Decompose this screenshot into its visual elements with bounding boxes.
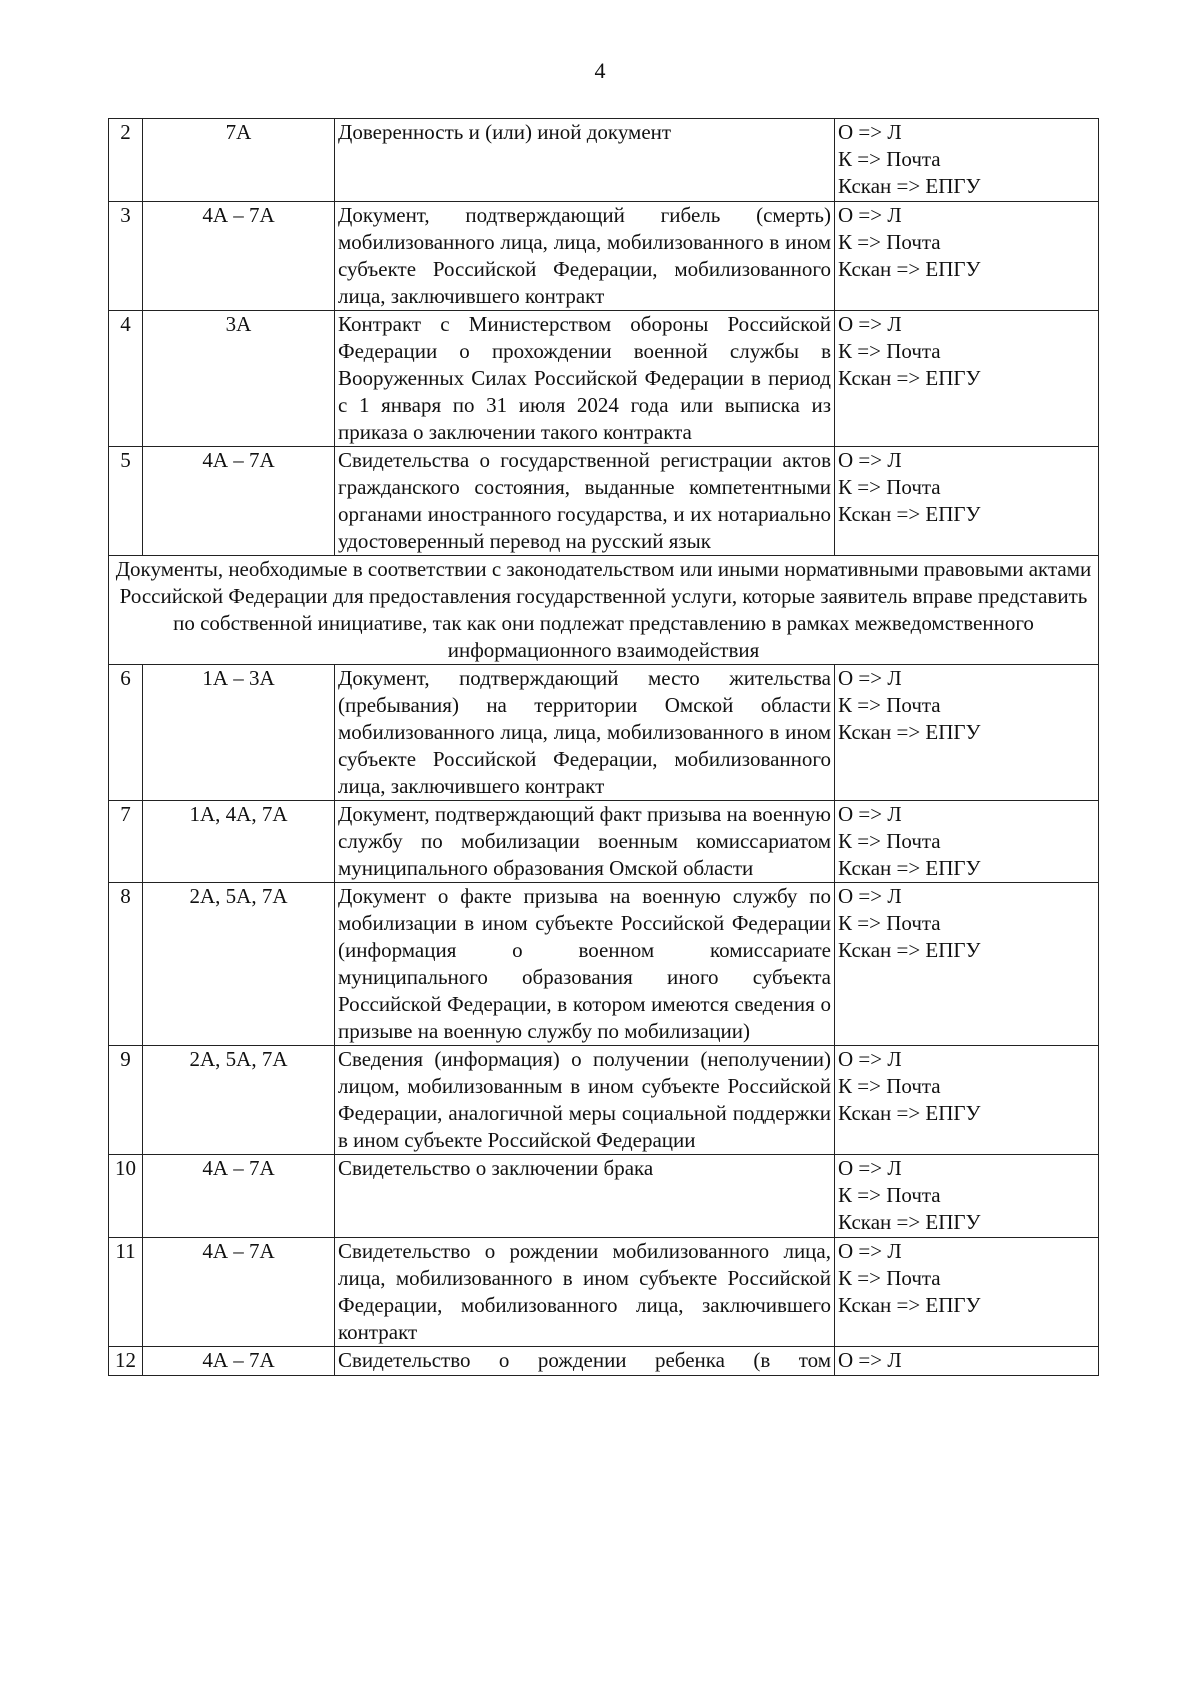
method-epgu: Кскан => ЕПГУ	[838, 1293, 981, 1317]
applicant-category: 4А – 7А	[143, 1155, 335, 1238]
table-row	[109, 202, 1099, 311]
applicant-category: 4А – 7А	[143, 202, 335, 311]
document-name: Доверенность и (или) иной документ	[335, 119, 835, 202]
table-row	[109, 1347, 1099, 1376]
method-epgu: Кскан => ЕПГУ	[838, 257, 981, 281]
page-number: 4	[594, 58, 606, 83]
method-epgu: Кскан => ЕПГУ	[838, 1101, 981, 1125]
applicant-category: 2А, 5А, 7А	[143, 1046, 335, 1155]
method-post: К => Почта	[838, 1183, 941, 1207]
applicant-category: 7А	[143, 119, 335, 202]
submission-methods	[835, 311, 1099, 447]
table-row	[109, 1238, 1099, 1347]
submission-methods	[835, 447, 1099, 556]
document-name: Контракт с Министерством обороны Российской Федерации о прохождении военной службы в Вооруженных Силах Российской Федерации в период с 1 января по 31 июля 2024 года или выписка из приказа о заключении такого контракта	[335, 311, 835, 447]
row-number: 12	[109, 1347, 143, 1376]
row-number: 5	[109, 447, 143, 556]
submission-methods	[835, 119, 1099, 202]
section-row	[109, 556, 1099, 665]
submission-methods	[835, 1046, 1099, 1155]
row-number: 11	[109, 1238, 143, 1347]
applicant-category: 1А, 4А, 7А	[143, 801, 335, 883]
document-name: Документ, подтверждающий гибель (смерть) мобилизованного лица, лица, мобилизованного в ином субъекте Российской Федерации, мобилизованного лица, заключившего контракт	[335, 202, 835, 311]
method-in-person: О => Л	[838, 312, 902, 336]
submission-methods	[835, 1347, 1099, 1376]
submission-methods	[835, 665, 1099, 801]
applicant-category: 2А, 5А, 7А	[143, 883, 335, 1046]
document-name: Документ о факте призыва на военную службу по мобилизации в ином субъекте Российской Федерации (информация о военном комиссариате муниципального образования иного субъекта Российской Федерации, в котором имеются сведения о призыве на военную службу по мобилизации)	[335, 883, 835, 1046]
row-number: 2	[109, 119, 143, 202]
row-number: 10	[109, 1155, 143, 1238]
method-epgu: Кскан => ЕПГУ	[838, 938, 981, 962]
method-post: К => Почта	[838, 1074, 941, 1098]
submission-methods	[835, 1155, 1099, 1238]
method-epgu: Кскан => ЕПГУ	[838, 856, 981, 880]
document-name: Свидетельство о рождении ребенка (в том	[335, 1347, 835, 1376]
method-epgu: Кскан => ЕПГУ	[838, 502, 981, 526]
table-row	[109, 1155, 1099, 1238]
table-row	[109, 665, 1099, 801]
submission-methods	[835, 801, 1099, 883]
method-in-person: О => Л	[838, 666, 902, 690]
method-in-person: О => Л	[838, 1047, 902, 1071]
row-number: 7	[109, 801, 143, 883]
document-name: Свидетельство о рождении мобилизованного лица, лица, мобилизованного в ином субъекте Российской Федерации, мобилизованного лица, заключившего контракт	[335, 1238, 835, 1347]
method-in-person: О => Л	[838, 802, 902, 826]
method-epgu: Кскан => ЕПГУ	[838, 366, 981, 390]
method-in-person: О => Л	[838, 120, 902, 144]
method-post: К => Почта	[838, 230, 941, 254]
document-name: Документ, подтверждающий место жительства (пребывания) на территории Омской области мобилизованного лица, лица, мобилизованного в ином субъекте Российской Федерации, мобилизованного лица, заключившего контракт	[335, 665, 835, 801]
submission-methods	[835, 202, 1099, 311]
document-name: Документ, подтверждающий факт призыва на военную службу по мобилизации военным комиссариатом муниципального образования Омской области	[335, 801, 835, 883]
submission-methods	[835, 1238, 1099, 1347]
section-heading: Документы, необходимые в соответствии с законодательством или иными нормативными правовыми актами Российской Федерации для предоставления государственной услуги, которые заявитель вправе представить по собственной инициативе, так как они подлежат представлению в рамках межведомственного информационного взаимодействия	[109, 556, 1099, 665]
method-in-person: О => Л	[838, 448, 902, 472]
row-number: 9	[109, 1046, 143, 1155]
document-name: Свидетельства о государственной регистрации актов гражданского состояния, выданные компетентными органами иностранного государства, и их нотариально удостоверенный перевод на русский язык	[335, 447, 835, 556]
row-number: 8	[109, 883, 143, 1046]
method-post: К => Почта	[838, 1266, 941, 1290]
row-number: 3	[109, 202, 143, 311]
method-epgu: Кскан => ЕПГУ	[838, 174, 981, 198]
method-post: К => Почта	[838, 475, 941, 499]
applicant-category: 1А – 3А	[143, 665, 335, 801]
table-row	[109, 801, 1099, 883]
applicant-category: 4А – 7А	[143, 447, 335, 556]
row-number: 4	[109, 311, 143, 447]
applicant-category: 4А – 7А	[143, 1238, 335, 1347]
documents-table	[108, 118, 1099, 1376]
table-row	[109, 311, 1099, 447]
method-epgu: Кскан => ЕПГУ	[838, 720, 981, 744]
table-row	[109, 1046, 1099, 1155]
row-number: 6	[109, 665, 143, 801]
applicant-category: 4А – 7А	[143, 1347, 335, 1376]
method-post: К => Почта	[838, 339, 941, 363]
document-name: Свидетельство о заключении брака	[335, 1155, 835, 1238]
table-row	[109, 119, 1099, 202]
submission-methods	[835, 883, 1099, 1046]
method-in-person: О => Л	[838, 884, 902, 908]
method-post: К => Почта	[838, 693, 941, 717]
method-in-person: О => Л	[838, 1348, 902, 1372]
applicant-category: 3А	[143, 311, 335, 447]
table-row	[109, 883, 1099, 1046]
method-in-person: О => Л	[838, 1239, 902, 1263]
document-name: Сведения (информация) о получении (неполучении) лицом, мобилизованным в ином субъекте Российской Федерации, аналогичной меры социальной поддержки в ином субъекте Российской Федерации	[335, 1046, 835, 1155]
method-post: К => Почта	[838, 911, 941, 935]
method-in-person: О => Л	[838, 1156, 902, 1180]
method-epgu: Кскан => ЕПГУ	[838, 1210, 981, 1234]
method-post: К => Почта	[838, 829, 941, 853]
method-in-person: О => Л	[838, 203, 902, 227]
table-row	[109, 447, 1099, 556]
method-post: К => Почта	[838, 147, 941, 171]
